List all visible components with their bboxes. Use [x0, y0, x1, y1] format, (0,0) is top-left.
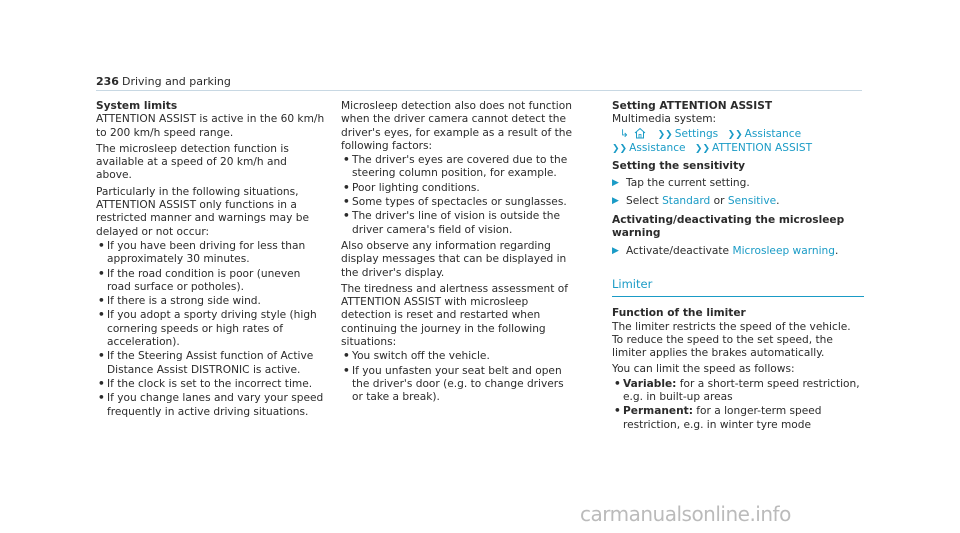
step-tap-setting: ▶ Tap the current setting. — [612, 177, 750, 190]
menu-settings[interactable]: Settings — [674, 127, 719, 140]
limiter-modes-list — [612, 378, 864, 432]
option-standard[interactable]: Standard — [662, 194, 711, 207]
heading-system-limits: System limits — [96, 100, 178, 112]
step-arrow-icon: ▶ — [612, 195, 619, 206]
paragraph: Also observe any information regarding display messages that can be displayed in the driver's display. — [341, 239, 567, 279]
menu-assistance-2[interactable]: Assistance — [629, 141, 686, 154]
chapter-title: Driving and parking — [122, 75, 231, 88]
list-item: • The driver's eyes are covered due to the steering column position, for example. — [343, 154, 568, 180]
heading-sensitivity: Setting the sensitivity — [612, 160, 746, 173]
list-item: • Poor lighting conditions. — [343, 181, 480, 194]
list-item: • If the road condition is poor (uneven road surface or potholes). — [98, 267, 301, 293]
paragraph: You can limit the speed as follows: — [612, 363, 795, 376]
menu-attention-assist[interactable]: ATTENTION ASSIST — [712, 141, 813, 154]
reset-list — [341, 350, 573, 404]
column-system-limits — [96, 100, 326, 420]
paragraph: The limiter restricts the speed of the vehicle. To reduce the speed to the set speed, the limiter applies the brakes automatically. — [612, 320, 851, 360]
list-item: • If you change lanes and vary your speed frequently in active driving situations. — [98, 392, 324, 418]
step-arrow-icon: ▶ — [612, 178, 619, 189]
section-title-limiter: Limiter — [612, 276, 653, 291]
list-item: • Some types of spectacles or sunglasses. — [343, 196, 567, 209]
menu-path — [612, 127, 864, 142]
section-divider — [612, 296, 864, 297]
list-item: • The driver's line of vision is outside the driver camera's field of vision. — [343, 210, 560, 236]
option-sensitive[interactable]: Sensitive — [727, 194, 777, 207]
list-item: • Variable: for a short-term speed restriction, e.g. in built-up areas — [614, 377, 860, 404]
step-select-option: ▶ Select Standard or Sensitive. — [612, 194, 780, 207]
list-item: • If the clock is set to the incorrect time. — [98, 377, 313, 390]
return-arrow-icon: ↳ — [620, 127, 629, 140]
chevron-right-icon: ❯❯ — [612, 143, 628, 154]
heading-microsleep-warning: Activating/deactivating the microsleep warning — [612, 214, 845, 240]
page-number: 236 — [96, 75, 119, 88]
menu-path-2 — [612, 142, 864, 156]
paragraph: Microsleep detection also does not function when the driver camera cannot detect the driver's eyes, for example as a result of the following factors: — [341, 100, 572, 152]
list-item: • If you adopt a sporty driving style (high cornering speeds or high rates of acceleration). — [98, 309, 317, 349]
option-microsleep-warning[interactable]: Microsleep warning — [732, 244, 835, 257]
list-item: • If there is a strong side wind. — [98, 295, 261, 308]
list-item: • Permanent: for a longer-term speed restriction, e.g. in winter tyre mode — [614, 405, 822, 431]
column-settings-limiter — [612, 100, 864, 433]
column-microsleep — [341, 100, 573, 406]
home-icon[interactable] — [634, 127, 646, 139]
paragraph: The tiredness and alertness assessment of ATTENTION ASSIST with microsleep detection is reset and restarted when continuing the journey in the following situations: — [341, 282, 568, 349]
step-toggle-microsleep: ▶ Activate/deactivate Microsleep warning. — [612, 244, 839, 257]
paragraph: Particularly in the following situations, ATTENTION ASSIST only functions in a restricted manner and warnings may be delayed or not occur: — [96, 185, 309, 238]
page-header — [96, 75, 862, 89]
header-divider — [96, 90, 862, 91]
list-item: • If the Steering Assist function of Active Distance Assist DISTRONIC is active. — [98, 350, 314, 376]
limits-list — [96, 240, 326, 419]
heading-function-limiter: Function of the limiter — [612, 307, 746, 320]
chevron-right-icon: ❯❯ — [727, 129, 743, 140]
list-item: • If you unfasten your seat belt and open the driver's door (e.g. to change drivers or take a break). — [343, 364, 564, 404]
chevron-right-icon: ❯❯ — [694, 143, 711, 154]
step-arrow-icon: ▶ — [612, 245, 619, 256]
heading-setting-attention-assist: Setting ATTENTION ASSIST — [612, 100, 773, 112]
factors-list — [341, 154, 573, 237]
list-item: • If you have been driving for less than approximately 30 minutes. — [98, 239, 306, 266]
multimedia-label: Multimedia system: — [612, 113, 717, 126]
list-item: • You switch off the vehicle. — [343, 350, 490, 363]
chevron-right-icon: ❯❯ — [657, 129, 673, 140]
paragraph: The microsleep detection function is available at a speed of 20 km/h and above. — [96, 142, 289, 182]
paragraph: ATTENTION ASSIST is active in the 60 km/h to 200 km/h speed range. — [96, 113, 325, 139]
watermark-logo: carmanualsonline.info — [580, 502, 791, 526]
menu-assistance[interactable]: Assistance — [744, 127, 802, 140]
